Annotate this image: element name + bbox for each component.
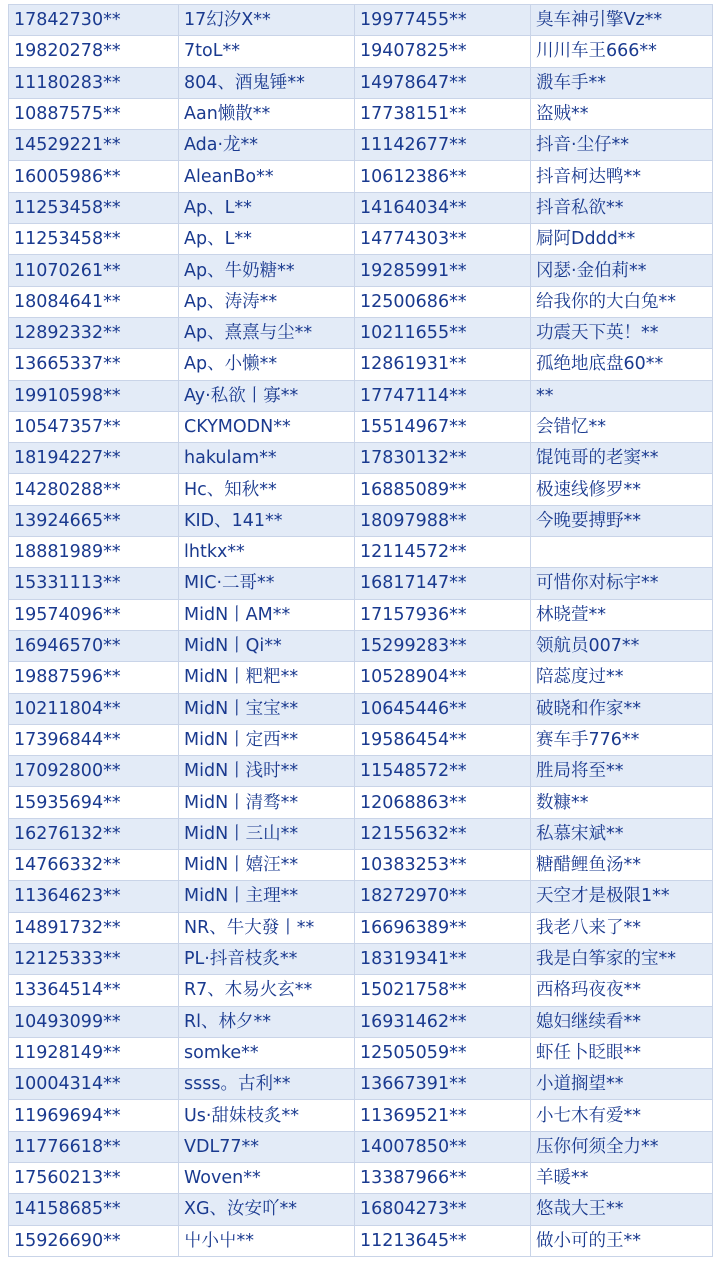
- user-id-cell: 16696389**: [355, 912, 531, 943]
- user-id-cell: 14529221**: [9, 130, 179, 161]
- nickname-cell: 溵车手**: [531, 67, 713, 98]
- table-row: [9, 1194, 713, 1225]
- nickname-cell: 7toL**: [179, 36, 355, 67]
- user-id-cell: 13387966**: [355, 1162, 531, 1193]
- nickname-cell: 数糠**: [531, 787, 713, 818]
- nickname-cell: **: [531, 380, 713, 411]
- table-row: [9, 36, 713, 67]
- nickname-cell: MidN丨清骛**: [179, 787, 355, 818]
- user-id-cell: 11776618**: [9, 1131, 179, 1162]
- table-row: [9, 1069, 713, 1100]
- nickname-cell: 破晓和作家**: [531, 693, 713, 724]
- table-row: [9, 756, 713, 787]
- table-row: [9, 474, 713, 505]
- user-id-cell: 10211655**: [355, 317, 531, 348]
- nickname-cell: 孤绝地底盘60**: [531, 349, 713, 380]
- nickname-cell: Us·甜妹枝炙**: [179, 1100, 355, 1131]
- nickname-cell: Ap、L**: [179, 224, 355, 255]
- table-row: [9, 975, 713, 1006]
- nickname-cell: VDL77**: [179, 1131, 355, 1162]
- nickname-cell: MidN丨三山**: [179, 818, 355, 849]
- nickname-cell: Ada·龙**: [179, 130, 355, 161]
- user-id-cell: 11969694**: [9, 1100, 179, 1131]
- user-id-cell: 14766332**: [9, 850, 179, 881]
- user-id-cell: 11180283**: [9, 67, 179, 98]
- nickname-cell: MIC·二哥**: [179, 568, 355, 599]
- user-id-cell: 19407825**: [355, 36, 531, 67]
- user-id-cell: 13924665**: [9, 505, 179, 536]
- nickname-cell: 功震天下英！**: [531, 317, 713, 348]
- nickname-cell: Ap、熹熹与尘**: [179, 317, 355, 348]
- user-id-cell: 16804273**: [355, 1194, 531, 1225]
- nickname-cell: 会错忆**: [531, 411, 713, 442]
- user-id-cell: 14978647**: [355, 67, 531, 98]
- nickname-cell: 媳妇继续看**: [531, 1006, 713, 1037]
- user-id-cell: 17157936**: [355, 599, 531, 630]
- nickname-cell: [531, 537, 713, 568]
- user-id-cell: 18194227**: [9, 443, 179, 474]
- table-row: [9, 912, 713, 943]
- nickname-cell: 盗贼**: [531, 98, 713, 129]
- table-row: [9, 1162, 713, 1193]
- user-id-cell: 16817147**: [355, 568, 531, 599]
- nickname-cell: 虾任卜眨眼**: [531, 1037, 713, 1068]
- table-row: [9, 161, 713, 192]
- nickname-cell: 陪蕊度过**: [531, 662, 713, 693]
- nickname-cell: 臭车神引擎Vz**: [531, 5, 713, 36]
- user-id-cell: 14280288**: [9, 474, 179, 505]
- nickname-cell: 屮小屮**: [179, 1225, 355, 1256]
- user-id-cell: 16946570**: [9, 630, 179, 661]
- nickname-cell: 我是白筝家的宝**: [531, 943, 713, 974]
- nickname-cell: Ay·私欲丨寡**: [179, 380, 355, 411]
- user-id-cell: 12861931**: [355, 349, 531, 380]
- winner-list-body: [9, 5, 713, 1257]
- nickname-cell: 天空才是极限1**: [531, 881, 713, 912]
- table-row: [9, 537, 713, 568]
- user-id-cell: 19820278**: [9, 36, 179, 67]
- table-row: [9, 568, 713, 599]
- nickname-cell: 胜局将至**: [531, 756, 713, 787]
- user-id-cell: 12505059**: [355, 1037, 531, 1068]
- nickname-cell: 私慕宋斌**: [531, 818, 713, 849]
- table-row: [9, 130, 713, 161]
- nickname-cell: 抖音私欲**: [531, 192, 713, 223]
- table-row: [9, 662, 713, 693]
- nickname-cell: lhtkx**: [179, 537, 355, 568]
- table-row: [9, 599, 713, 630]
- table-row: [9, 818, 713, 849]
- user-id-cell: 11548572**: [355, 756, 531, 787]
- nickname-cell: 我老八来了**: [531, 912, 713, 943]
- nickname-cell: ssss。古利**: [179, 1069, 355, 1100]
- nickname-cell: MidN丨粑粑**: [179, 662, 355, 693]
- user-id-cell: 15926690**: [9, 1225, 179, 1256]
- nickname-cell: MidN丨定西**: [179, 724, 355, 755]
- table-row: [9, 411, 713, 442]
- nickname-cell: 馄饨哥的老窦**: [531, 443, 713, 474]
- nickname-cell: R7、木易火玄**: [179, 975, 355, 1006]
- winner-list-table: [8, 4, 713, 1257]
- nickname-cell: MidN丨浅时**: [179, 756, 355, 787]
- nickname-cell: 赛车手776**: [531, 724, 713, 755]
- nickname-cell: 小道搁望**: [531, 1069, 713, 1100]
- nickname-cell: 做小可的王**: [531, 1225, 713, 1256]
- user-id-cell: 11213645**: [355, 1225, 531, 1256]
- user-id-cell: 17738151**: [355, 98, 531, 129]
- user-id-cell: 18319341**: [355, 943, 531, 974]
- user-id-cell: 12892332**: [9, 317, 179, 348]
- user-id-cell: 18272970**: [355, 881, 531, 912]
- user-id-cell: 18881989**: [9, 537, 179, 568]
- user-id-cell: 17842730**: [9, 5, 179, 36]
- nickname-cell: CKYMODN**: [179, 411, 355, 442]
- user-id-cell: 19285991**: [355, 255, 531, 286]
- table-row: [9, 98, 713, 129]
- user-id-cell: 11070261**: [9, 255, 179, 286]
- nickname-cell: 冈瑟·金伯莉**: [531, 255, 713, 286]
- nickname-cell: Woven**: [179, 1162, 355, 1193]
- nickname-cell: 17幻汐X**: [179, 5, 355, 36]
- user-id-cell: 15935694**: [9, 787, 179, 818]
- user-id-cell: 10547357**: [9, 411, 179, 442]
- nickname-cell: Ap、涛涛**: [179, 286, 355, 317]
- nickname-cell: 给我你的大白兔**: [531, 286, 713, 317]
- nickname-cell: AleanBo**: [179, 161, 355, 192]
- user-id-cell: 12068863**: [355, 787, 531, 818]
- user-id-cell: 10528904**: [355, 662, 531, 693]
- user-id-cell: 18097988**: [355, 505, 531, 536]
- user-id-cell: 13665337**: [9, 349, 179, 380]
- nickname-cell: 极速线修罗**: [531, 474, 713, 505]
- table-row: [9, 1131, 713, 1162]
- nickname-cell: KID、141**: [179, 505, 355, 536]
- table-row: [9, 1100, 713, 1131]
- nickname-cell: MidN丨宝宝**: [179, 693, 355, 724]
- user-id-cell: 19977455**: [355, 5, 531, 36]
- table-row: [9, 1225, 713, 1256]
- table-row: [9, 5, 713, 36]
- user-id-cell: 19586454**: [355, 724, 531, 755]
- user-id-cell: 10383253**: [355, 850, 531, 881]
- user-id-cell: 14007850**: [355, 1131, 531, 1162]
- user-id-cell: 11928149**: [9, 1037, 179, 1068]
- user-id-cell: 13667391**: [355, 1069, 531, 1100]
- user-id-cell: 10645446**: [355, 693, 531, 724]
- nickname-cell: NR、牛大發丨**: [179, 912, 355, 943]
- nickname-cell: 悠哉大王**: [531, 1194, 713, 1225]
- table-row: [9, 67, 713, 98]
- user-id-cell: 16885089**: [355, 474, 531, 505]
- table-row: [9, 286, 713, 317]
- user-id-cell: 16005986**: [9, 161, 179, 192]
- user-id-cell: 15021758**: [355, 975, 531, 1006]
- table-row: [9, 850, 713, 881]
- nickname-cell: Rl、林夕**: [179, 1006, 355, 1037]
- user-id-cell: 15514967**: [355, 411, 531, 442]
- user-id-cell: 12500686**: [355, 286, 531, 317]
- user-id-cell: 11142677**: [355, 130, 531, 161]
- nickname-cell: 糖醋鲤鱼汤**: [531, 850, 713, 881]
- user-id-cell: 10493099**: [9, 1006, 179, 1037]
- user-id-cell: 17396844**: [9, 724, 179, 755]
- nickname-cell: Ap、牛奶糖**: [179, 255, 355, 286]
- nickname-cell: 川川车王666**: [531, 36, 713, 67]
- table-row: [9, 349, 713, 380]
- user-id-cell: 19910598**: [9, 380, 179, 411]
- nickname-cell: 今晚要搏野**: [531, 505, 713, 536]
- nickname-cell: 小七木有爱**: [531, 1100, 713, 1131]
- nickname-cell: 抖音柯达鸭**: [531, 161, 713, 192]
- user-id-cell: 17092800**: [9, 756, 179, 787]
- nickname-cell: 林晓萱**: [531, 599, 713, 630]
- table-row: [9, 505, 713, 536]
- user-id-cell: 17747114**: [355, 380, 531, 411]
- user-id-cell: 11369521**: [355, 1100, 531, 1131]
- user-id-cell: 11253458**: [9, 224, 179, 255]
- nickname-cell: 可惜你对标宇**: [531, 568, 713, 599]
- user-id-cell: 12155632**: [355, 818, 531, 849]
- nickname-cell: 压你何须全力**: [531, 1131, 713, 1162]
- user-id-cell: 12114572**: [355, 537, 531, 568]
- table-row: [9, 255, 713, 286]
- table-row: [9, 317, 713, 348]
- nickname-cell: Aan懒散**: [179, 98, 355, 129]
- nickname-cell: 西格玛夜夜**: [531, 975, 713, 1006]
- nickname-cell: somke**: [179, 1037, 355, 1068]
- user-id-cell: 18084641**: [9, 286, 179, 317]
- table-row: [9, 443, 713, 474]
- user-id-cell: 19574096**: [9, 599, 179, 630]
- user-id-cell: 11253458**: [9, 192, 179, 223]
- user-id-cell: 12125333**: [9, 943, 179, 974]
- table-row: [9, 693, 713, 724]
- user-id-cell: 16276132**: [9, 818, 179, 849]
- user-id-cell: 14164034**: [355, 192, 531, 223]
- user-id-cell: 11364623**: [9, 881, 179, 912]
- nickname-cell: MidN丨嬉汪**: [179, 850, 355, 881]
- table-row: [9, 787, 713, 818]
- nickname-cell: 羊暖**: [531, 1162, 713, 1193]
- table-row: [9, 1006, 713, 1037]
- user-id-cell: 10887575**: [9, 98, 179, 129]
- table-row: [9, 881, 713, 912]
- nickname-cell: XG、汝安吖**: [179, 1194, 355, 1225]
- user-id-cell: 17560213**: [9, 1162, 179, 1193]
- user-id-cell: 10612386**: [355, 161, 531, 192]
- user-id-cell: 16931462**: [355, 1006, 531, 1037]
- nickname-cell: MidN丨Qi**: [179, 630, 355, 661]
- nickname-cell: 领航员007**: [531, 630, 713, 661]
- user-id-cell: 14774303**: [355, 224, 531, 255]
- user-id-cell: 19887596**: [9, 662, 179, 693]
- user-id-cell: 14891732**: [9, 912, 179, 943]
- user-id-cell: 15331113**: [9, 568, 179, 599]
- user-id-cell: 17830132**: [355, 443, 531, 474]
- table-row: [9, 943, 713, 974]
- table-row: [9, 192, 713, 223]
- user-id-cell: 10211804**: [9, 693, 179, 724]
- user-id-cell: 10004314**: [9, 1069, 179, 1100]
- nickname-cell: MidN丨主理**: [179, 881, 355, 912]
- nickname-cell: 804、酒鬼锤**: [179, 67, 355, 98]
- nickname-cell: Hc、知秋**: [179, 474, 355, 505]
- nickname-cell: PL·抖音枝炙**: [179, 943, 355, 974]
- nickname-cell: hakulam**: [179, 443, 355, 474]
- nickname-cell: Ap、小懒**: [179, 349, 355, 380]
- user-id-cell: 13364514**: [9, 975, 179, 1006]
- nickname-cell: MidN丨AM**: [179, 599, 355, 630]
- nickname-cell: Ap、L**: [179, 192, 355, 223]
- nickname-cell: 屙阿Dddd**: [531, 224, 713, 255]
- table-row: [9, 1037, 713, 1068]
- table-row: [9, 224, 713, 255]
- table-row: [9, 630, 713, 661]
- user-id-cell: 14158685**: [9, 1194, 179, 1225]
- table-row: [9, 380, 713, 411]
- table-row: [9, 724, 713, 755]
- nickname-cell: 抖音·尘仔**: [531, 130, 713, 161]
- user-id-cell: 15299283**: [355, 630, 531, 661]
